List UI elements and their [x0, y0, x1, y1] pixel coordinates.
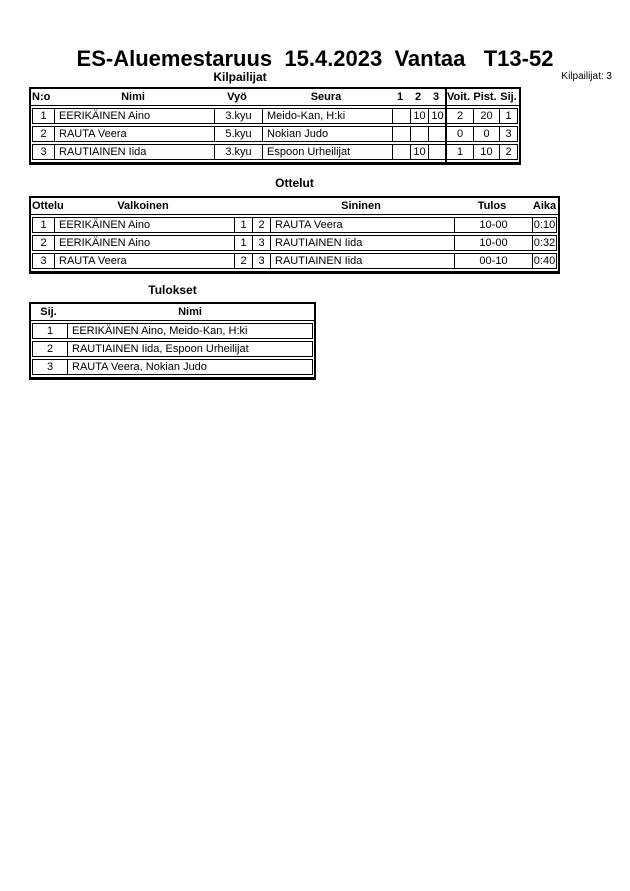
match-result: 10-00	[455, 236, 533, 250]
column-header-sij: Sij.	[500, 91, 517, 103]
ottelut-heading: Ottelut	[275, 176, 314, 190]
placement-value: 3	[505, 128, 512, 140]
column-header-tulos: Tulos	[477, 200, 507, 212]
column-header-round1: 1	[396, 91, 404, 103]
tulokset-header-row	[31, 304, 314, 321]
column-header-spacer	[233, 198, 269, 214]
column-header-round2: 2	[414, 91, 422, 103]
round2-score	[411, 127, 429, 141]
round2-score: 10	[411, 109, 429, 123]
column-header-sininen: Sininen	[341, 200, 381, 212]
column-header-vyo: Vyö	[227, 91, 247, 103]
white-player-name: EERIKÄINEN Aino	[55, 218, 235, 232]
competitor-club: Nokian Judo	[263, 127, 393, 141]
competitor-number: 1	[33, 109, 55, 123]
round1-score	[393, 145, 411, 159]
column-header-round3: 3	[432, 91, 440, 103]
table-row	[32, 253, 557, 269]
white-player-name: RAUTA Veera	[55, 254, 235, 268]
blue-player-name: RAUTIAINEN Iida	[271, 254, 455, 268]
table-row	[32, 359, 313, 375]
table-row	[32, 217, 557, 233]
white-player-number: 1	[235, 218, 253, 232]
thick-column-divider	[445, 89, 447, 162]
competitor-count-label: Kilpailijat: 3	[561, 71, 612, 82]
blue-player-number: 3	[253, 254, 271, 268]
competitor-number: 3	[33, 145, 55, 159]
round3-score: 10	[429, 109, 447, 123]
round1-score	[393, 127, 411, 141]
column-header-ottelu: Ottelu	[32, 200, 64, 212]
column-header-seura: Seura	[310, 91, 342, 103]
points-value: 0	[474, 127, 500, 141]
wins-value: 0	[447, 127, 474, 141]
kilpailijat-table	[29, 87, 521, 165]
kilpailijat-heading: Kilpailijat	[213, 70, 267, 84]
competitor-club: Meido-Kan, H:ki	[263, 109, 393, 123]
tulokset-table	[29, 302, 316, 380]
blue-player-name: RAUTA Veera	[271, 218, 455, 232]
competitor-name: RAUTIAINEN Iida	[55, 145, 215, 159]
result-placement: 2	[33, 342, 68, 356]
points-value: 10	[474, 145, 500, 159]
column-header-pist: Pist.	[473, 91, 497, 103]
competitor-belt: 3.kyu	[215, 109, 263, 123]
column-header-valkoinen: Valkoinen	[117, 200, 169, 212]
competitor-club: Espoon Urheilijat	[263, 145, 393, 159]
match-time: 0:40	[533, 255, 556, 267]
column-header-voit: Voit.	[446, 91, 470, 103]
match-time: 0:32	[533, 237, 556, 249]
table-row	[32, 323, 313, 339]
placement-value: 2	[505, 146, 512, 158]
competitor-name: EERIKÄINEN Aino	[55, 109, 215, 123]
competitor-number: 2	[33, 127, 55, 141]
blue-player-number: 2	[253, 218, 271, 232]
ottelut-table	[29, 196, 560, 274]
round2-score: 10	[411, 145, 429, 159]
white-player-number: 1	[235, 236, 253, 250]
match-number: 2	[33, 236, 55, 250]
result-name-club: RAUTA Veera, Nokian Judo	[72, 361, 207, 373]
table-row	[32, 341, 313, 357]
competitor-belt: 3.kyu	[215, 145, 263, 159]
page-title: ES-Aluemestaruus 15.4.2023 Vantaa T13-52	[76, 46, 554, 71]
column-header-nimi: Nimi	[121, 91, 145, 103]
white-player-number: 2	[235, 254, 253, 268]
competitor-belt: 5.kyu	[215, 127, 263, 141]
blue-player-number: 3	[253, 236, 271, 250]
points-value: 20	[474, 109, 500, 123]
result-placement: 3	[33, 360, 68, 374]
white-player-name: EERIKÄINEN Aino	[55, 236, 235, 250]
match-result: 10-00	[455, 218, 533, 232]
column-header-nimi: Nimi	[178, 306, 202, 318]
result-placement: 1	[33, 324, 68, 338]
result-name-club: EERIKÄINEN Aino, Meido-Kan, H:ki	[72, 325, 248, 337]
wins-value: 1	[447, 145, 474, 159]
column-header-sij: Sij.	[40, 306, 57, 318]
match-time: 0:10	[533, 219, 556, 231]
round1-score	[393, 109, 411, 123]
ottelut-header-row	[31, 198, 558, 215]
blue-player-name: RAUTIAINEN Iida	[271, 236, 455, 250]
match-number: 1	[33, 218, 55, 232]
competitor-name: RAUTA Veera	[55, 127, 215, 141]
tulokset-heading: Tulokset	[148, 283, 197, 297]
result-name-club: RAUTIAINEN Iida, Espoon Urheilijat	[72, 343, 249, 355]
match-result: 00-10	[455, 254, 533, 268]
wins-value: 2	[447, 109, 474, 123]
placement-value: 1	[505, 110, 512, 122]
table-row	[32, 235, 557, 251]
match-number: 3	[33, 254, 55, 268]
column-header-no: N:o	[32, 91, 51, 103]
column-header-aika: Aika	[532, 200, 557, 212]
